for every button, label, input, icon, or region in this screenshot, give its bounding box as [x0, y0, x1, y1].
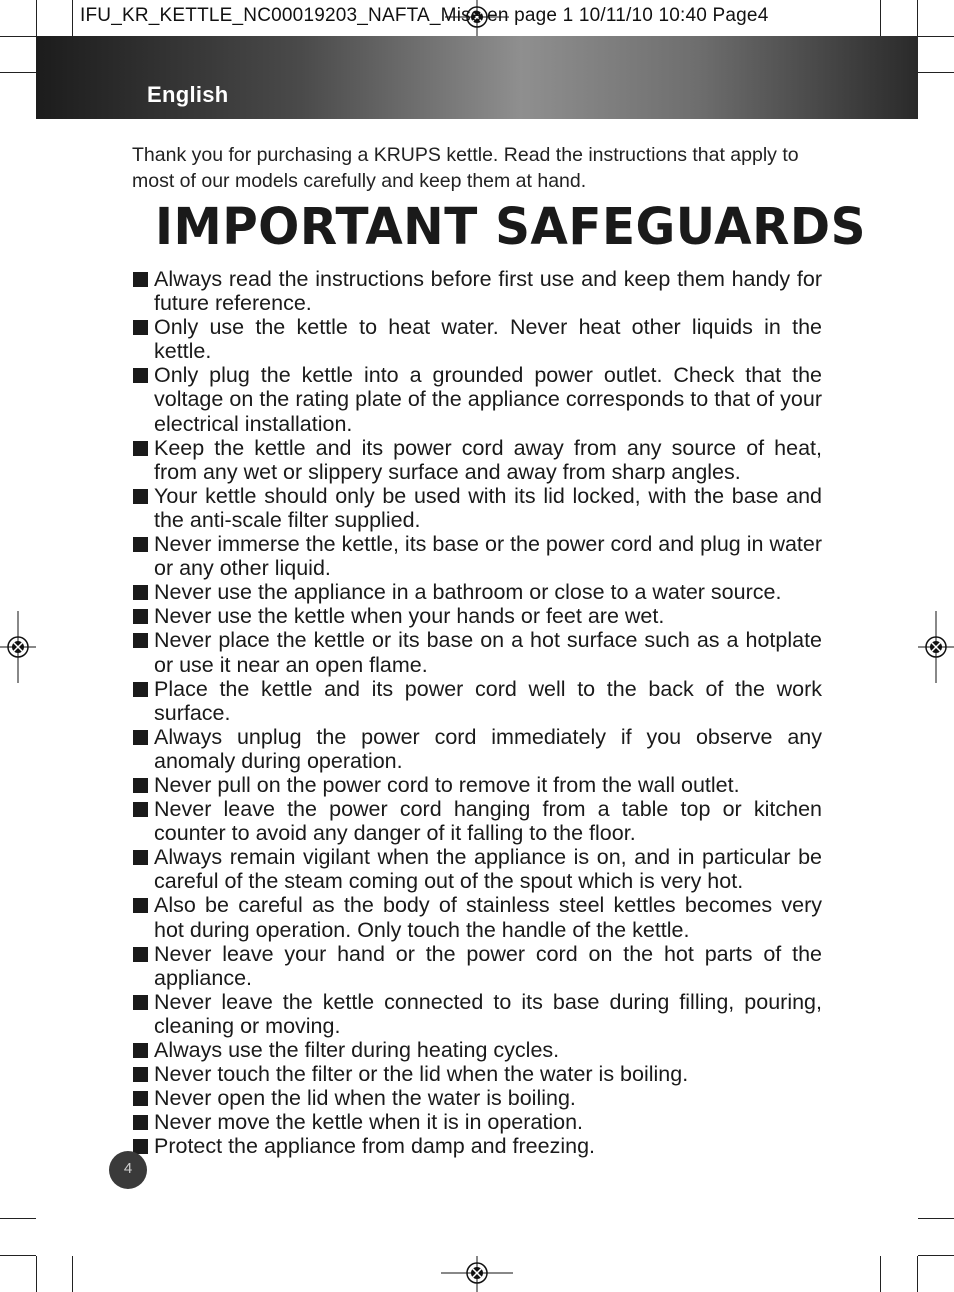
- crop-mark-top-left-h2: [0, 72, 36, 73]
- crop-mark-bottom-left-v2: [72, 1256, 73, 1292]
- intro-paragraph: Thank you for purchasing a KRUPS kettle. Read the instructions that apply to most of our models carefully and keep them at hand.: [132, 144, 799, 192]
- registration-mark-icon: [918, 611, 954, 683]
- list-item-text: Your kettle should only be used with its lid locked, with the base and the anti-scale filter supplied.: [154, 483, 822, 532]
- crop-mark-top-left-v2: [72, 0, 73, 36]
- page-title: IMPORTANT SAFEGUARDS: [155, 198, 866, 257]
- list-item: [132, 845, 822, 893]
- list-item: [132, 1110, 822, 1134]
- square-bullet-icon: [133, 1043, 148, 1058]
- list-item: [132, 267, 822, 315]
- crop-mark-top-left-h: [0, 36, 36, 37]
- list-item-text: Never leave the kettle connected to its base during filling, pouring, cleaning or moving.: [154, 989, 822, 1038]
- list-item-text: Never open the lid when the water is boiling.: [154, 1086, 576, 1111]
- list-item-text: Never use the kettle when your hands or feet are wet.: [154, 604, 665, 629]
- language-label: English: [147, 82, 229, 107]
- crop-mark-top-left-v: [36, 0, 37, 36]
- list-item: [132, 1062, 822, 1086]
- crop-mark-bottom-right-v2: [917, 1256, 918, 1292]
- list-item-text: Always read the instructions before first use and keep them handy for future reference.: [154, 267, 822, 316]
- square-bullet-icon: [133, 898, 148, 913]
- list-item-text: Only plug the kettle into a grounded power outlet. Check that the voltage on the rating plate of the appliance corresponds to that of your electrical installation.: [154, 363, 822, 436]
- square-bullet-icon: [133, 585, 148, 600]
- crop-mark-bottom-left-v: [36, 1256, 37, 1292]
- square-bullet-icon: [133, 995, 148, 1010]
- crop-mark-bottom-left-h: [0, 1218, 36, 1219]
- list-item: [132, 580, 822, 604]
- safeguards-list: [132, 267, 822, 1158]
- list-item: [132, 315, 822, 363]
- list-item: [132, 1134, 822, 1158]
- square-bullet-icon: [133, 320, 148, 335]
- square-bullet-icon: [133, 633, 148, 648]
- list-item-text: Never use the appliance in a bathroom or close to a water source.: [154, 580, 782, 605]
- list-item-text: Always use the filter during heating cycles.: [154, 1038, 560, 1062]
- list-item: [132, 797, 822, 845]
- square-bullet-icon: [133, 272, 148, 287]
- list-item: [132, 942, 822, 990]
- list-item: [132, 628, 822, 676]
- list-item-text: Place the kettle and its power cord well to the back of the work surface.: [154, 676, 822, 725]
- list-item: [132, 436, 822, 484]
- crop-mark-top-right-v: [880, 0, 881, 36]
- list-item-text: Always remain vigilant when the appliance is on, and in particular be careful of the steam coming out of the spout which is very hot.: [154, 845, 822, 894]
- square-bullet-icon: [133, 368, 148, 383]
- list-item: [132, 893, 822, 941]
- list-item-text: Never immerse the kettle, its base or the power cord and plug in water or any other liquid.: [154, 532, 823, 581]
- square-bullet-icon: [133, 778, 148, 793]
- list-item-text: Never pull on the power cord to remove it from the wall outlet.: [154, 772, 740, 797]
- square-bullet-icon: [133, 537, 148, 552]
- square-bullet-icon: [133, 682, 148, 697]
- list-item-text: Never touch the filter or the lid when the water is boiling.: [154, 1062, 689, 1087]
- crop-mark-top-right-v2: [917, 0, 918, 36]
- square-bullet-icon: [133, 489, 148, 504]
- crop-mark-top-right-h2: [918, 72, 954, 73]
- list-item-text: Never leave your hand or the power cord on the hot parts of the appliance.: [154, 941, 822, 990]
- square-bullet-icon: [133, 947, 148, 962]
- list-item: [132, 677, 822, 725]
- square-bullet-icon: [133, 441, 148, 456]
- list-item-text: Never leave the power cord hanging from a table top or kitchen counter to avoid any danger of it falling to the floor.: [154, 797, 822, 846]
- list-item: [132, 725, 822, 773]
- list-item-text: Keep the kettle and its power cord away from any source of heat, from any wet or slippery surface and away from sharp angles.: [154, 435, 822, 484]
- page-number: 4: [109, 1151, 147, 1189]
- square-bullet-icon: [133, 1115, 148, 1130]
- list-item: [132, 363, 822, 435]
- list-item-text: Protect the appliance from damp and freezing.: [154, 1134, 596, 1159]
- list-item-text: Always unplug the power cord immediately if you observe any anomaly during operation.: [154, 724, 822, 773]
- crop-mark-bottom-right-h2: [918, 1255, 954, 1256]
- list-item-text: Also be careful as the body of stainless steel kettles becomes very hot during operation. Only touch the handle of the kettle.: [154, 893, 822, 942]
- crop-mark-top-right-h: [918, 36, 954, 37]
- list-item: [132, 1038, 822, 1062]
- square-bullet-icon: [133, 802, 148, 817]
- list-item: [132, 990, 822, 1038]
- list-item: [132, 1086, 822, 1110]
- list-item: [132, 484, 822, 532]
- registration-mark-icon: [441, 1256, 513, 1292]
- square-bullet-icon: [133, 730, 148, 745]
- list-item: [132, 604, 822, 628]
- registration-mark-icon: [0, 611, 36, 683]
- list-item-text: Never move the kettle when it is in operation.: [154, 1110, 584, 1135]
- list-item: [132, 532, 822, 580]
- square-bullet-icon: [133, 609, 148, 624]
- print-slug: IFU_KR_KETTLE_NC00019203_NAFTA_Mise en page 1 10/11/10 10:40 Page4: [80, 5, 769, 26]
- list-item-text: Only use the kettle to heat water. Never heat other liquids in the kettle.: [154, 315, 822, 364]
- list-item: [132, 773, 822, 797]
- square-bullet-icon: [133, 1091, 148, 1106]
- square-bullet-icon: [133, 1067, 148, 1082]
- list-item-text: Never place the kettle or its base on a hot surface such as a hotplate or use it near an open flame.: [154, 628, 822, 677]
- crop-mark-bottom-right-h: [918, 1218, 954, 1219]
- crop-mark-bottom-right-v: [880, 1256, 881, 1292]
- square-bullet-icon: [133, 850, 148, 865]
- crop-mark-bottom-left-h2: [0, 1255, 36, 1256]
